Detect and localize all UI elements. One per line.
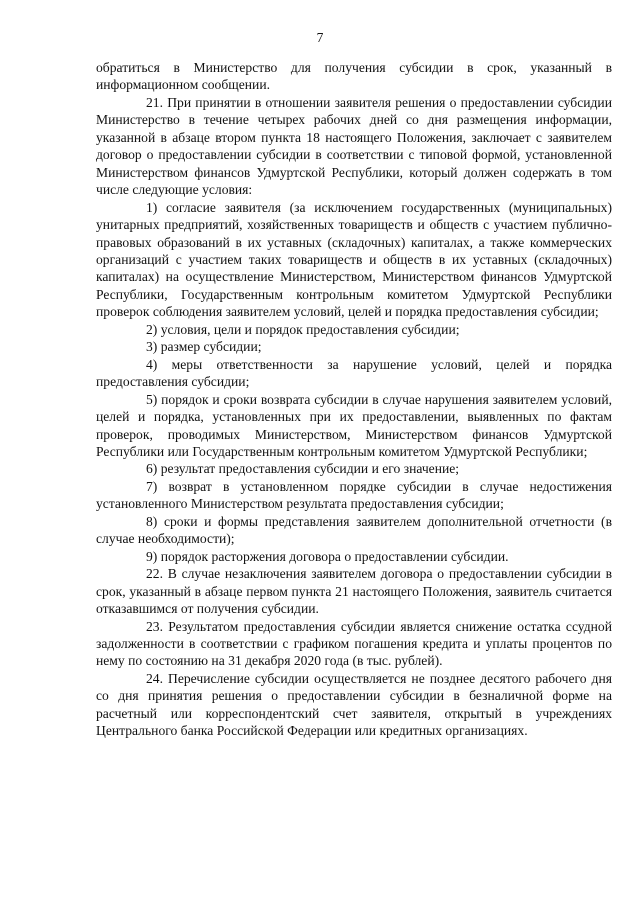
paragraph-continuation: обратиться в Министерство для получения субсидии в срок, указанный в информационном сообщении.: [96, 60, 612, 93]
list-item-condition-8: 8) сроки и формы представления заявителем дополнительной отчетности (в случае необходимости);: [96, 513, 612, 547]
document-body: [96, 59, 612, 740]
paragraph-item-21: 21. При принятии в отношении заявителя решения о предоставлении субсидии Министерство в течение четырех рабочих дней со дня размещения информации, указанной в абзаце втором пункта 18 настоящего Положения, заключает с заявителем договор о предоставлении субсидии в соответствии с типовой формой, установленной Министерством финансов Удмуртской Республики, который должен содержать в том числе следующие условия:: [96, 94, 612, 198]
list-item-condition-4: 4) меры ответственности за нарушение условий, целей и порядка предоставления субсидии;: [96, 356, 612, 390]
list-item-condition-5: 5) порядок и сроки возврата субсидии в случае нарушения заявителем условий, целей и порядка, установленных при их предоставлении, выявленных по фактам проверок, проводимых Министерством, Министерством финансов Удмуртской Республики или Государственным контрольным комитетом Удмуртской Республики;: [96, 391, 612, 459]
paragraph-item-22: 22. В случае незаключения заявителем договора о предоставлении субсидии в срок, указанный в абзаце первом пункта 21 настоящего Положения, заявитель считается отказавшимся от получения субсидии.: [96, 566, 612, 617]
list-item-condition-3: 3) размер субсидии;: [146, 339, 262, 355]
list-item-condition-2: 2) условия, цели и порядок предоставления субсидии;: [146, 321, 460, 337]
list-item-condition-7: 7) возврат в установленном порядке субсидии в случае недостижения установленного Министерством результата предоставления субсидии;: [96, 478, 612, 512]
list-item-condition-6: 6) результат предоставления субсидии и его значение;: [146, 461, 460, 477]
paragraph-item-23: 23. Результатом предоставления субсидии является снижение остатка ссудной задолженности в соответствии с графиком погашения кредита и уплаты процентов по нему по состоянию на 31 декабря 2020 года (в тыс. рублей).: [96, 618, 612, 669]
page-number: 7: [316, 30, 324, 45]
list-item-condition-9: 9) порядок расторжения договора о предоставлении субсидии.: [146, 548, 509, 564]
list-item-condition-1: 1) согласие заявителя (за исключением государственных (муниципальных) унитарных предприятий, хозяйственных товариществ и обществ с участием публично-правовых образований в их уставных (складочных) капиталах, а также коммерческих организаций с участием таких товариществ и обществ в их уставных (складочных) капиталах) на осуществление Министерством, Министерством финансов Удмуртской Республики, Государственным контрольным комитетом Удмуртской Республики проверок соблюдения заявителем условий, целей и порядка предоставления субсидии;: [96, 199, 612, 320]
paragraph-item-24: 24. Перечисление субсидии осуществляется не позднее десятого рабочего дня со дня принятия решения о предоставлении субсидии в безналичной форме на расчетный или корреспондентский счет заявителя, открытый в учреждениях Центрального банка Российской Федерации или кредитных организациях.: [96, 670, 612, 739]
